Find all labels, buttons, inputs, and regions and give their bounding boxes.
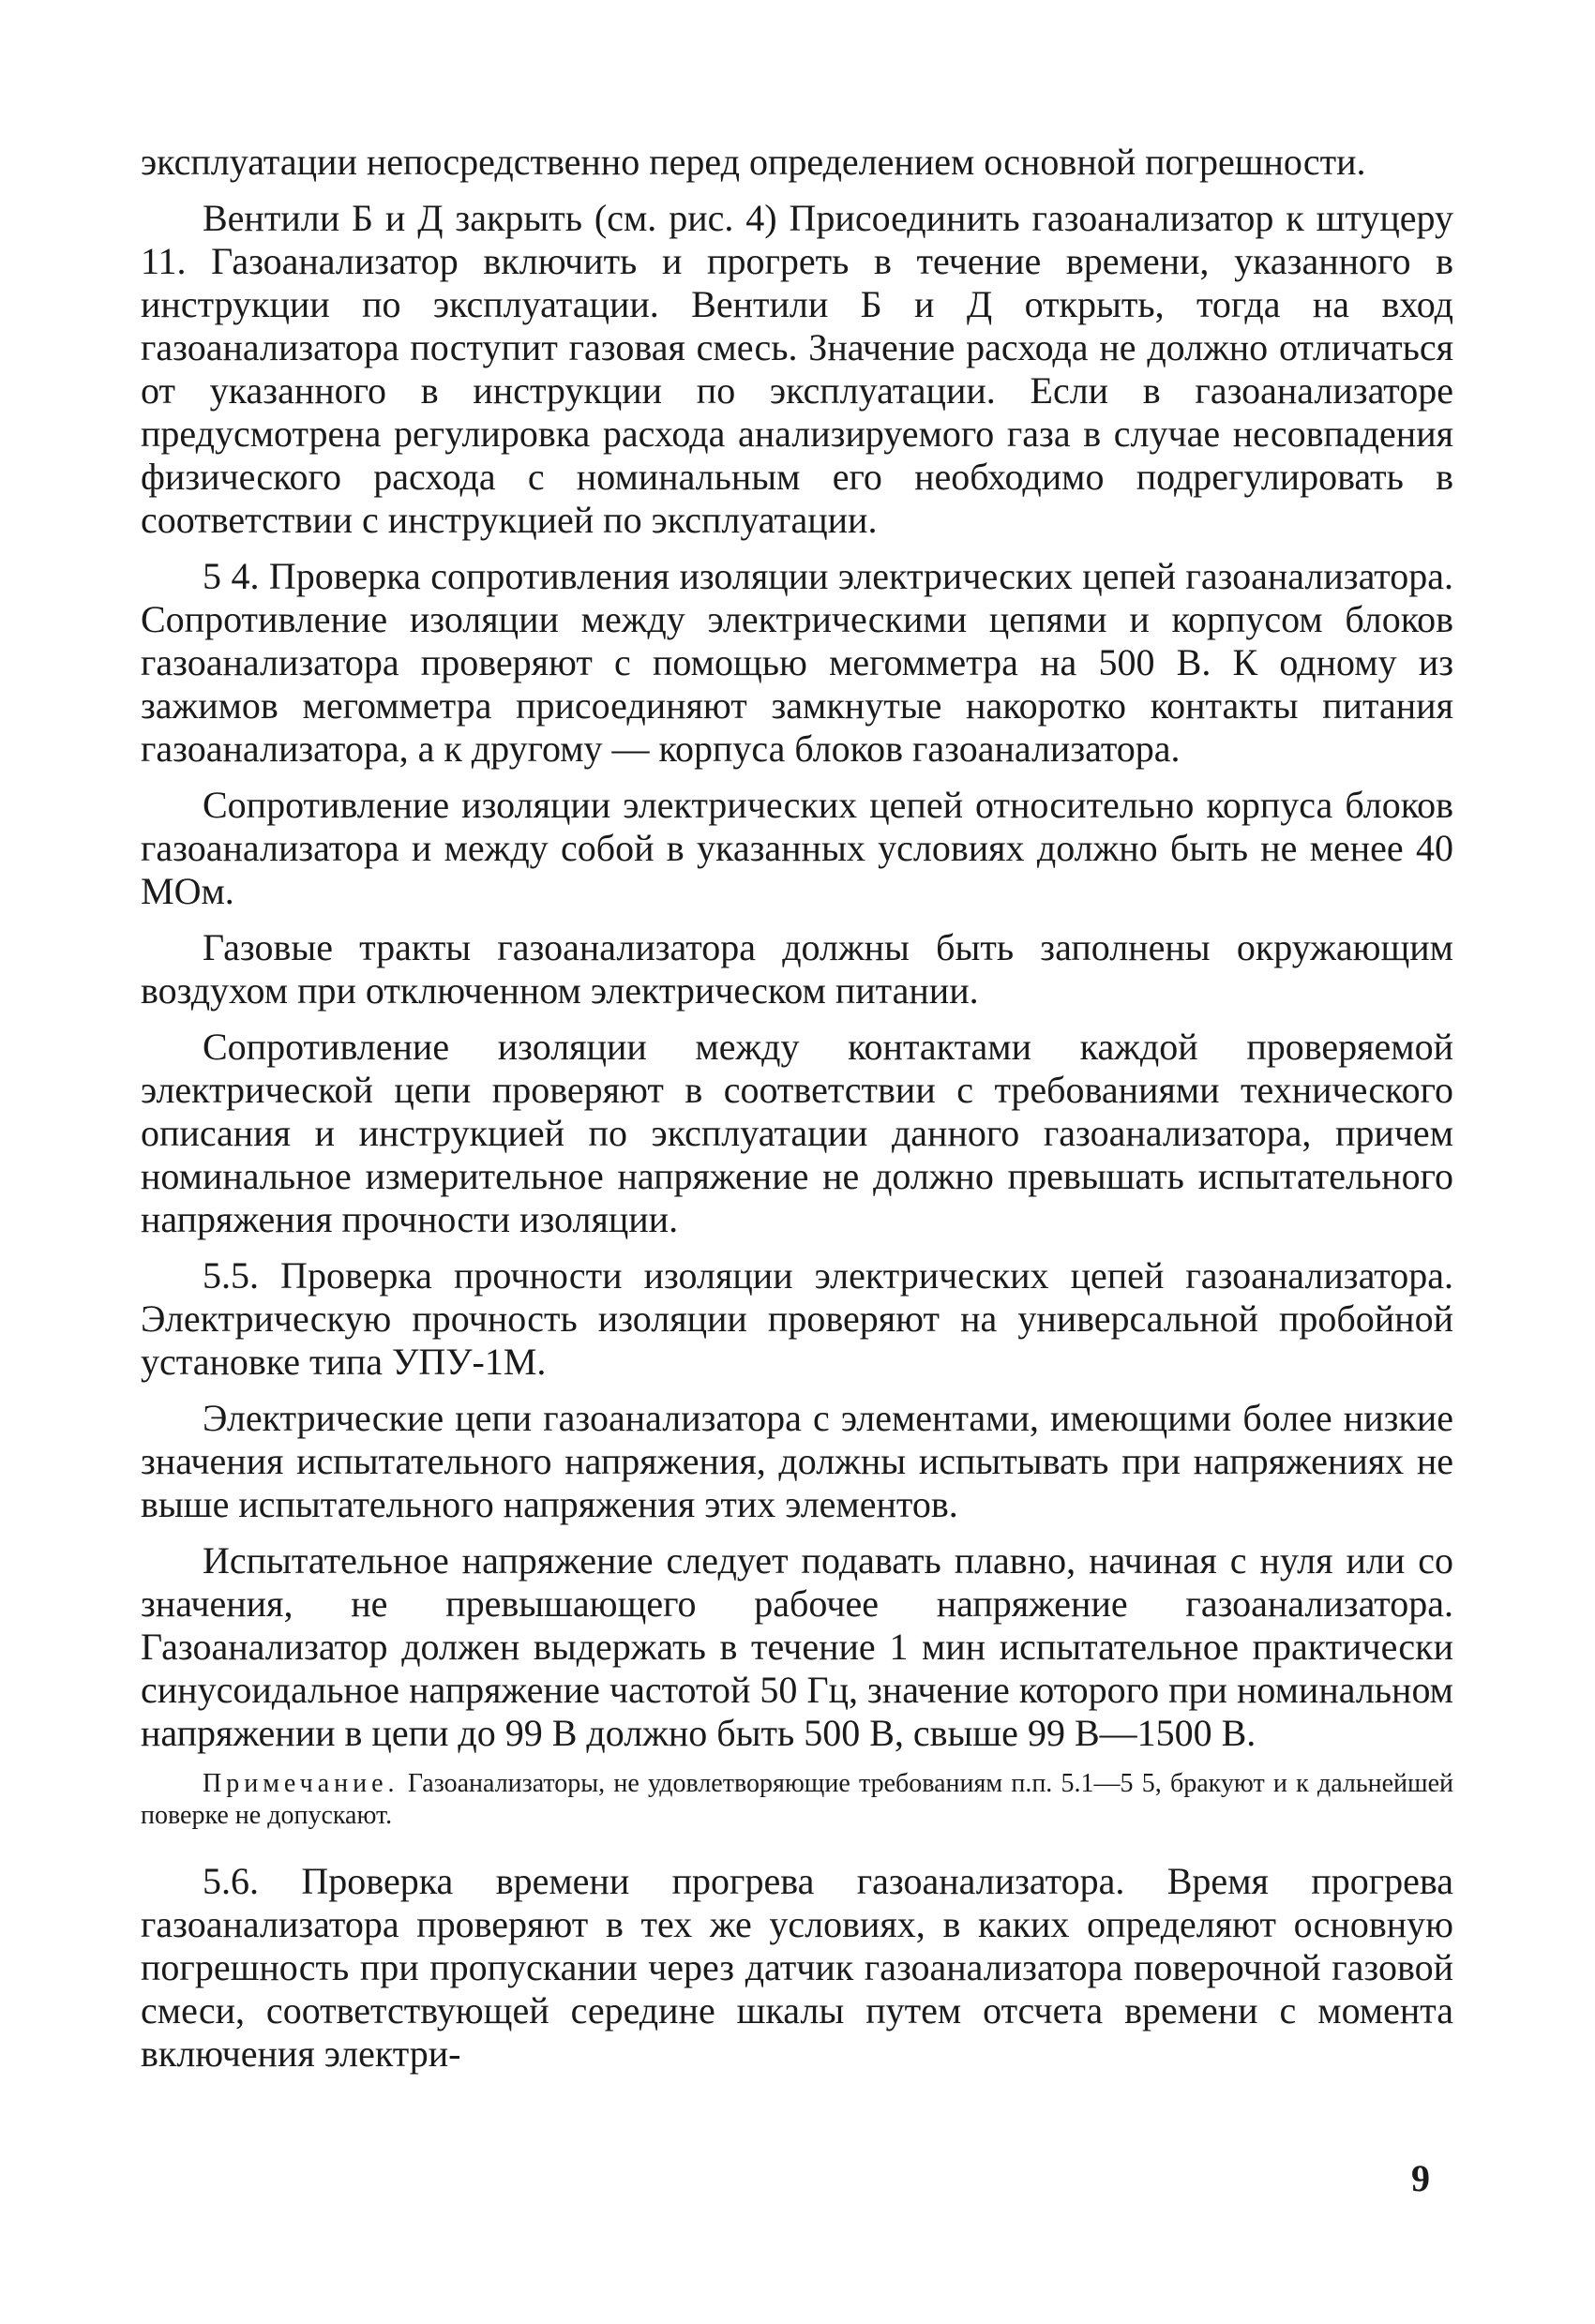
paragraph-low-voltage-elements: Электрические цепи газоанализатора с элементами, имеющими более низкие значения испытательного напряжения, должны испытывать при напряжениях не выше испытательного напряжения этих элементов. [141, 1397, 1453, 1525]
page-number: 9 [1411, 2157, 1430, 2199]
paragraph-contacts-resistance: Сопротивление изоляции между контактами каждой проверяемой электрической цепи проверяют в соответствии с требованиями технического описания и инструкцией по эксплуатации данного газоанализатора, причем номинальное измерительное напряжение не должно превышать испытательного напряжения прочности изоляции. [141, 1026, 1453, 1240]
paragraph-valves: Вентили Б и Д закрыть (см. рис. 4) Присоединить газоанализатор к штуцеру 11. Газоанализатор включить и прогреть в течение времени, указанного в инструкции по эксплуатации. Вентили Б и Д открыть, тогда на вход газоанализатора поступит газовая смесь. Значение расхода не должно отличаться от указанного в инструкции по эксплуатации. Если в газоанализаторе предусмотрена регулировка расхода анализируемого газа в случае несовпадения физического расхода с номинальным его необходимо подрегулировать в соответствии с инструкцией по эксплуатации. [141, 197, 1453, 541]
note [141, 1768, 1453, 1832]
paragraph-resistance-requirement: Сопротивление изоляции электрических цепей относительно корпуса блоков газоанализатора и между собой в указанных условиях должно быть не менее 40 МОм. [141, 784, 1453, 912]
paragraph-warmup-check: 5.6. Проверка времени прогрева газоанализатора. Время прогрева газоанализатора проверяют в тех же условиях, в каких определяют основную погрешность при пропускании через датчик газоанализатора поверочной газовой смеси, соответствующей середине шкалы путем отсчета времени с момента включения электри- [141, 1860, 1453, 2075]
document-page [141, 141, 1453, 2089]
paragraph-gas-paths: Газовые тракты газоанализатора должны быть заполнены окружающим воздухом при отключенном электрическом питании. [141, 926, 1453, 1012]
note-label: Примечание. [203, 1769, 399, 1798]
paragraph-continuation: эксплуатации непосредственно перед определением основной погрешности. [141, 141, 1366, 183]
paragraph-insulation-strength-check: 5.5. Проверка прочности изоляции электрических цепей газоанализатора. Электрическую прочность изоляции проверяют на универсальной пробойной установке типа УПУ-1М. [141, 1254, 1453, 1383]
paragraph-test-voltage: Испытательное напряжение следует подавать плавно, начиная с нуля или со значения, не превышающего рабочее напряжение газоанализатора. Газоанализатор должен выдержать в течение 1 мин испытательное практически синусоидальное напряжение частотой 50 Гц, значение которого при номинальном напряжении в цепи до 99 В должно быть 500 В, свыше 99 В—1500 В. [141, 1539, 1453, 1754]
note-text: Газоанализаторы, не удовлетворяющие требованиям п.п. 5.1—5 5, бракуют и к дальнейшей поверке не допускают. [141, 1769, 1454, 1830]
paragraph-insulation-resistance-check: 5 4. Проверка сопротивления изоляции электрических цепей газоанализатора. Сопротивление изоляции между электрическими цепями и корпусом блоков газоанализатора проверяют с помощью мегомметра на 500 В. К одному из зажимов мегомметра присоединяют замкнутые накоротко контакты питания газоанализатора, а к другому — корпуса блоков газоанализатора. [141, 555, 1453, 770]
